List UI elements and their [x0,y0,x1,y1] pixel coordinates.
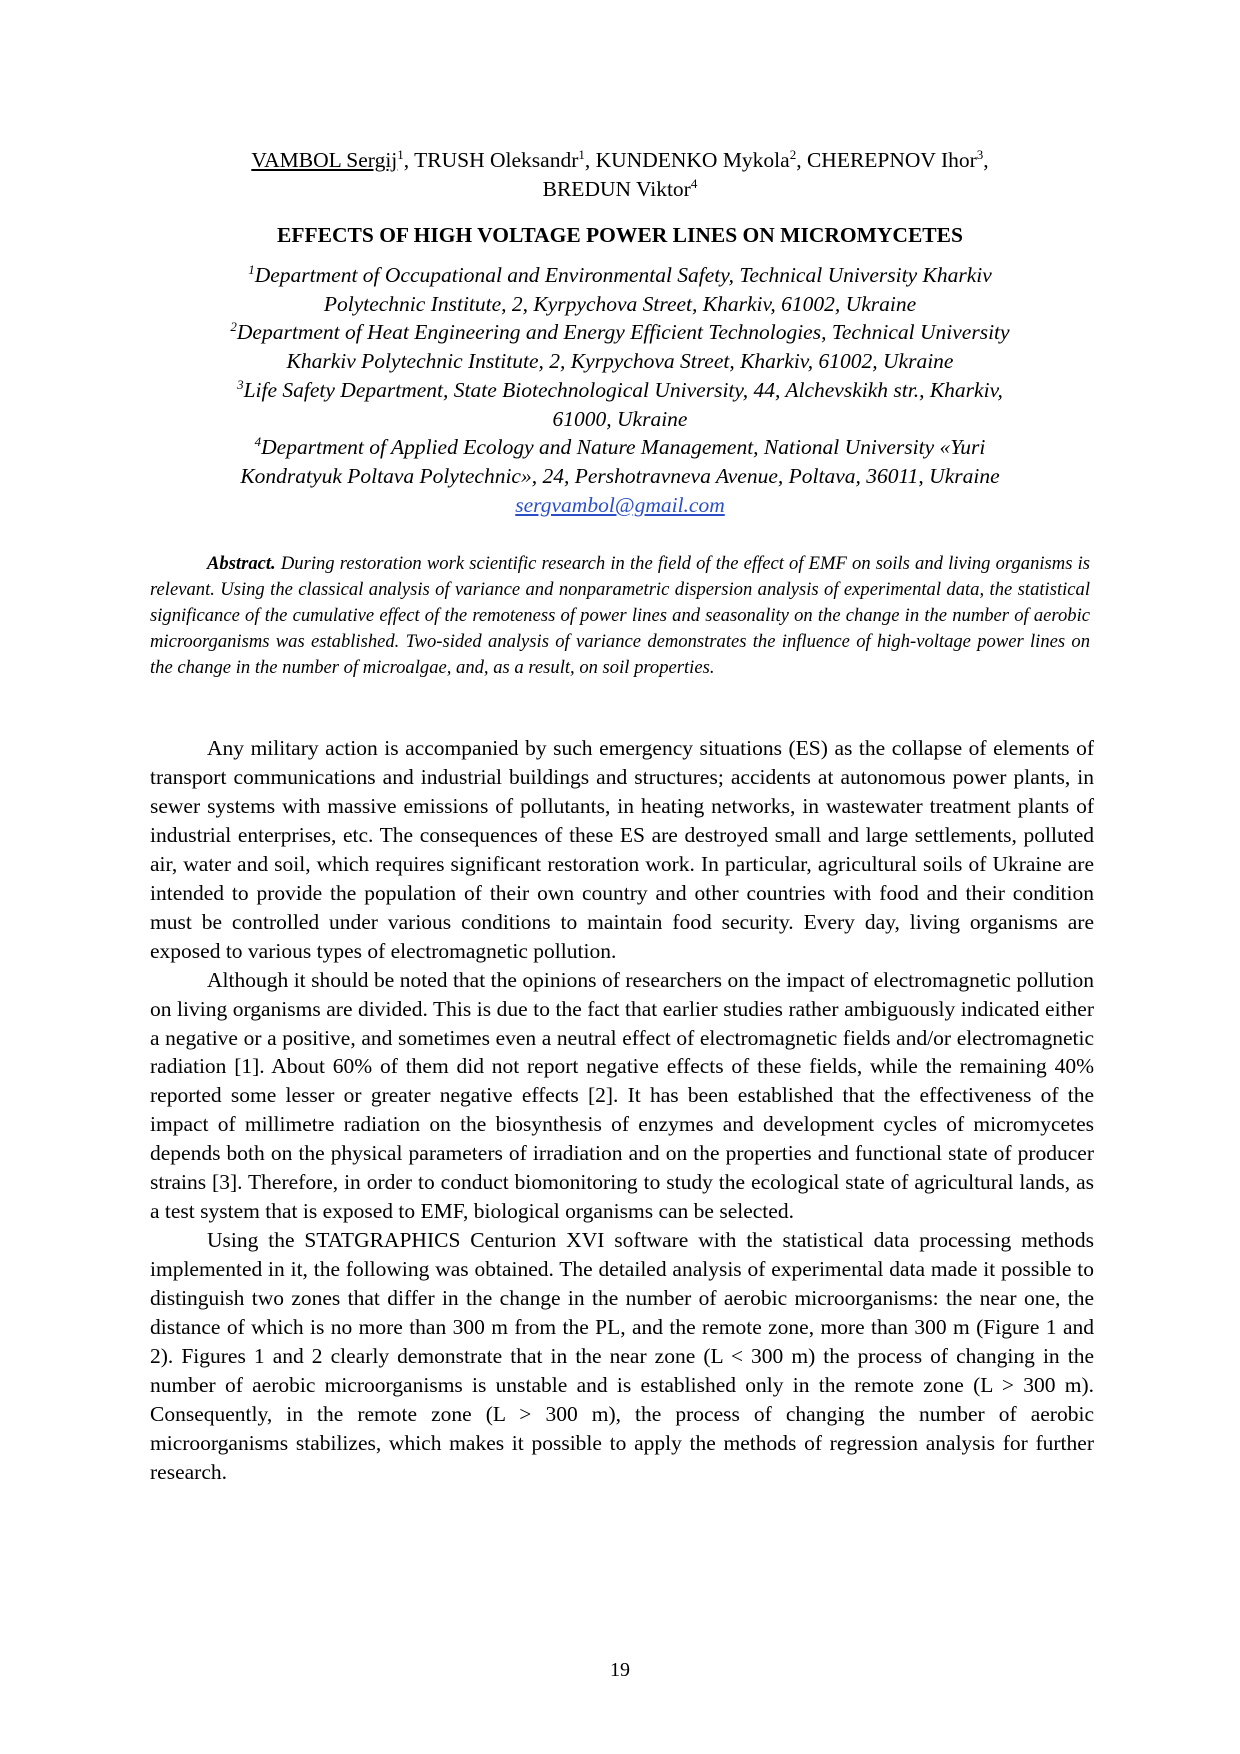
paragraph: Any military action is accompanied by such emergency situations (ES) as the collapse of elements of transport communications and industrial buildings and structures; accidents at autonomous power plants, in sewer systems with massive emissions of pollutants, in heating networks, in wastewater treatment plants of industrial enterprises, etc. The consequences of these ES are destroyed small and large settlements, polluted air, water and soil, which requires significant restoration work. In particular, agricultural soils of Ukraine are intended to provide the population of their own country and other countries with food and their condition must be controlled under various conditions to maintain food security. Every day, living organisms are exposed to various types of electromagnetic pollution. [150,736,1094,963]
email-line [155,491,1085,520]
affiliation-line: Kharkiv Polytechnic Institute, 2, Kyrpychova Street, Kharkiv, 61002, Ukraine [286,349,954,374]
author-separator: , [983,148,989,172]
affiliation-mark: 3 [237,376,244,392]
affiliation-mark: 4 [254,434,262,450]
affiliation-line [155,376,1085,405]
affiliation-text: Department of Occupational and Environmental Safety, Technical University Kharkiv [254,263,992,287]
abstract-text: During restoration work scientific research in the field of the effect of EMF on soils and living organisms is relevant. Using the classical analysis of variance and nonparametric dispersion analysis of experimental data, the statistical significance of the cumulative effect of the remoteness of power lines and seasonality on the change in the number of aerobic microorganisms was established. Two-sided analysis of variance demonstrates the influence of high-voltage power lines on the change in the number of microalgae, and, as a result, on soil properties. [150,553,1090,678]
author-name: , KUNDENKO Mykola [584,148,790,172]
affiliation-text: Life Safety Department, State Biotechnological University, 44, Alchevskikh str., Kharkiv, [243,377,1003,402]
author-line-2 [150,175,1090,204]
page-number: 19 [610,1659,630,1681]
affiliation-4 [155,433,1085,490]
affiliation-line: 61000, Ukraine [552,406,688,431]
author-affiliation-mark: 2 [789,147,797,162]
email-link[interactable]: sergvambol@gmail.com [515,492,725,517]
affiliation-3 [155,376,1085,433]
author-affiliation-mark: 1 [397,147,404,162]
author-affiliation-mark: 3 [976,147,984,162]
affiliation-mark: 2 [230,319,237,335]
affiliation-line [155,261,1085,290]
affiliation-line: Kondratyuk Poltava Polytechnic», 24, Pershotravneva Avenue, Poltava, 36011, Ukraine [240,463,1000,488]
author-name: , CHEREPNOV Ihor [796,148,977,172]
body-text [150,734,1094,1487]
affiliation-line [155,433,1085,462]
author-line-1 [150,146,1090,175]
affiliation-text: Department of Applied Ecology and Nature Management, National University «Yuri [261,435,986,460]
paragraph: Although it should be noted that the opinions of researchers on the impact of electromagnetic pollution on living organisms are divided. This is due to the fact that earlier studies rather ambiguously indicated either a negative or a positive, and sometimes even a neutral effect of electromagnetic fields and/or electromagnetic radiation [1]. About 60% of them did not report negative effects of these fields, while the remaining 40% reported some lesser or greater negative effects [2]. It has been established that the effectiveness of the impact of millimetre radiation on the biosynthesis of enzymes and development cycles of micromycetes depends both on the physical parameters of irradiation and on the properties and functional state of producer strains [3]. Therefore, in order to conduct biomonitoring to study the ecological state of agricultural lands, as a test system that is exposed to EMF, biological organisms can be selected. [150,967,1094,1224]
abstract-label: Abstract. [207,553,276,574]
author-name: , TRUSH Oleksandr [403,148,579,172]
abstract [150,551,1090,681]
author-affiliation-mark: 1 [578,147,585,162]
affiliation-1 [155,261,1085,318]
affiliation-list [155,261,1085,519]
paragraph: Using the STATGRAPHICS Centurion XVI software with the statistical data processing methods implemented in it, the following was obtained. The detailed analysis of experimental data made it possible to distinguish two zones that differ in the change in the number of aerobic microorganisms: the near one, the distance of which is no more than 300 m from the PL, and the remote zone, more than 300 m (Figure 1 and 2). Figures 1 and 2 clearly demonstrate that in the near zone (L < 300 m) the process of changing in the number of aerobic microorganisms is unstable and is established only in the remote zone (L > 300 m). Consequently, in the remote zone (L > 300 m), the process of changing the number of aerobic microorganisms stabilizes, which makes it possible to apply the methods of regression analysis for further research. [150,1228,1094,1484]
affiliation-2 [155,318,1085,375]
author-name: BREDUN Viktor [542,177,691,201]
affiliation-line: Polytechnic Institute, 2, Kyrpychova Street, Kharkiv, 61002, Ukraine [323,291,917,316]
affiliation-line [155,318,1085,347]
author-name: VAMBOL Sergij [251,148,398,172]
author-list [150,146,1090,204]
paper-title: EFFECTS OF HIGH VOLTAGE POWER LINES ON MICROMYCETES [277,223,963,247]
author-affiliation-mark: 4 [690,176,698,191]
affiliation-mark: 1 [248,262,255,277]
affiliation-text: Department of Heat Engineering and Energy Efficient Technologies, Technical University [236,320,1010,345]
